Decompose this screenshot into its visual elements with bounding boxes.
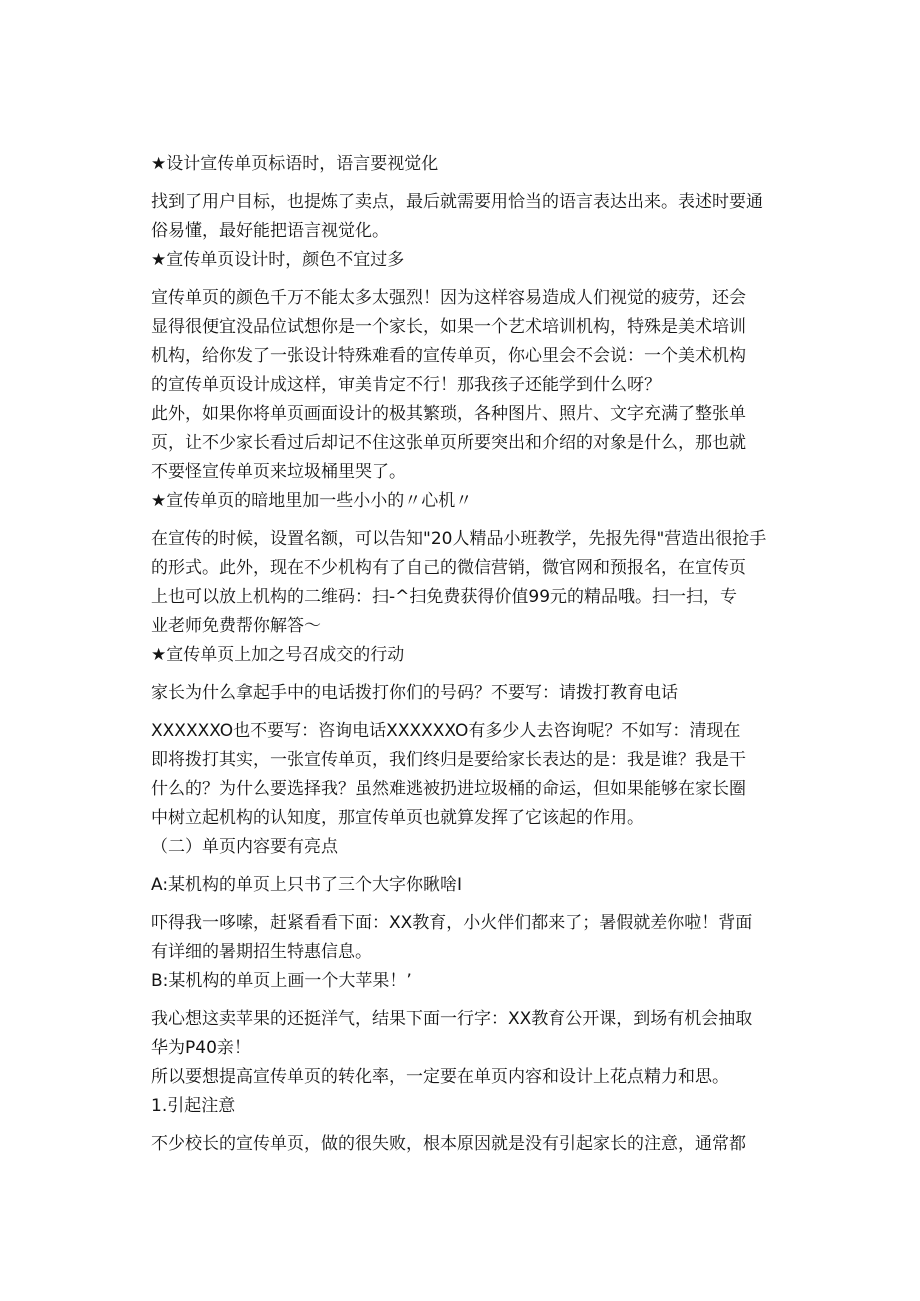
text-line: 所以要想提高宣传单页的转化率，一定要在单页内容和设计上花点精力和思。 [151, 1067, 729, 1087]
text-line: 即将拨打其实，一张宣传单页，我们终归是要给家长表达的是：我是谁？我是干 [151, 750, 746, 770]
document-page [151, 150, 769, 1159]
text-line: 中树立起机构的认知度，那宣传单页也就算发挥了它该起的作用。 [151, 808, 644, 828]
text-line: ★宣传单页上加之号召成交的行动 [151, 645, 405, 665]
text-line: 我心想这卖苹果的还挺洋气，结果下面一行字：XX教育公开课，到场有机会抽取 [151, 1009, 753, 1029]
text-line: 宣传单页的颜色千万不能太多太强烈！因为这样容易造成人们视觉的疲劳，还会 [151, 288, 746, 308]
text-line: B:某机构的单页上画一个大苹果！’ [151, 971, 412, 991]
text-line: ★宣传单页设计时，颜色不宜过多 [151, 250, 405, 270]
text-line: 机构，给你发了一张设计特殊难看的宣传单页，你心里会不会说：一个美术机构 [151, 346, 746, 366]
text-line: 找到了用户目标，也提炼了卖点，最后就需要用恰当的语言表达出来。表述时要通 [151, 192, 763, 212]
text-line: ★设计宣传单页标语时，语言要视觉化 [151, 154, 439, 174]
text-line: 此外，如果你将单页画面设计的极其繁琐，各种图片、照片、文字充满了整张单 [151, 404, 746, 424]
text-line: 的宣传单页设计成这样，审美肯定不行！那我孩子还能学到什么呀？ [151, 375, 661, 395]
text-line: ★宣传单页的暗地里加一些小小的〃心机〃 [151, 491, 473, 511]
text-line: 什么的？为什么要选择我？虽然难逃被扔进垃圾桶的命运，但如果能够在家长圈 [151, 779, 746, 799]
text-line: 不要怪宣传单页来垃圾桶里哭了。 [151, 462, 406, 482]
text-line: 页，让不少家长看过后却记不住这张单页所要突出和介绍的对象是什么，那也就 [151, 433, 746, 453]
text-line: 有详细的暑期招生特惠信息。 [151, 942, 372, 962]
text-line: 华为P40亲！ [151, 1038, 251, 1058]
text-line: 不少校长的宣传单页，做的很失败，根本原因就是没有引起家长的注意，通常都 [151, 1134, 746, 1154]
text-line: 在宣传的时候，设置名额，可以告知"20人精品小班教学，先报先得"营造出很抢手 [151, 529, 767, 549]
text-line: A:某机构的单页上只书了三个大字你瞅啥I [151, 875, 463, 895]
text-line: 上也可以放上机构的二维码：扫-^扫免费获得价值99元的精品哦。扫一扫，专 [151, 587, 738, 607]
text-line: 俗易懂，最好能把语言视觉化。 [151, 221, 389, 241]
text-line: 业老师免费帮你解答～ [151, 616, 321, 636]
text-line: （二）单页内容要有亮点 [151, 837, 338, 857]
text-line: 吓得我一哆嗦，赶紧看看下面：XX教育，小火伴们都来了；暑假就差你啦！背面 [151, 913, 753, 933]
text-line: 显得很便宜没品位试想你是一个家长，如果一个艺术培训机构，特殊是美术培训 [151, 317, 746, 337]
text-line: 的形式。此外，现在不少机构有了自己的微信营销，微官网和预报名，在宣传页 [151, 558, 746, 578]
text-line: 1.引起注意 [151, 1096, 236, 1116]
text-line: 家长为什么拿起手中的电话拨打你们的号码？不要写：请拨打教育电话 [151, 683, 678, 703]
text-line: XXXXXXO也不要写：咨询电话XXXXXXO有多少人去咨询呢？不如写：清现在 [151, 721, 741, 741]
